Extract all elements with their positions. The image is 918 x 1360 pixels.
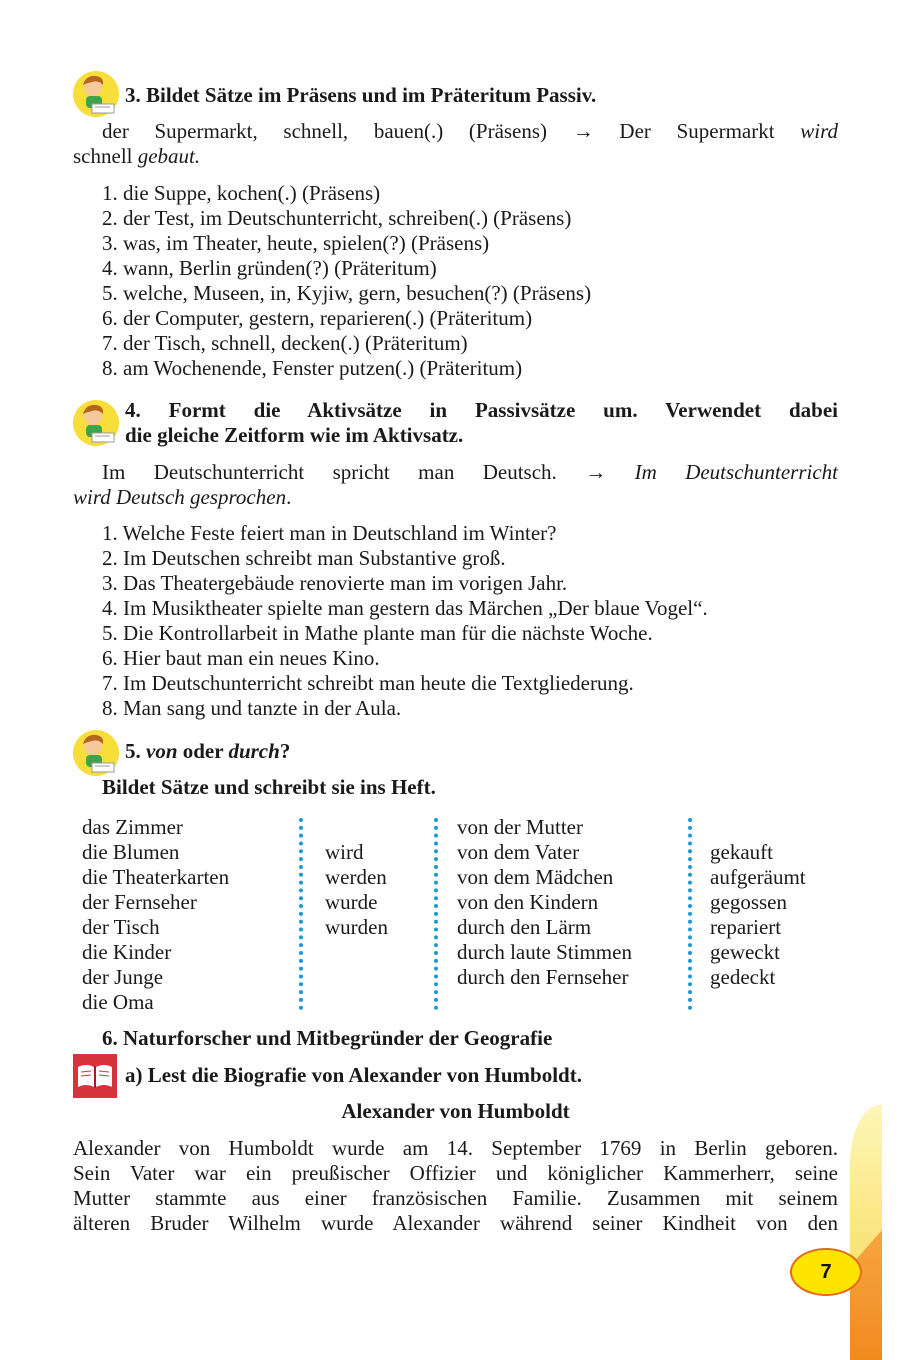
list-item: repariert <box>710 915 782 939</box>
list-item: 6. der Computer, gestern, reparieren(.) (Präteritum) <box>102 306 533 330</box>
column-divider <box>299 818 307 1010</box>
column-divider <box>434 818 442 1010</box>
list-item: durch laute Stimmen <box>457 940 632 964</box>
list-item: von dem Vater <box>457 840 580 864</box>
list-item: gegossen <box>710 890 787 914</box>
text-line: Alexander von Humboldt wurde am 14. September 1769 in Berlin geboren. <box>73 1136 838 1160</box>
list-item: der Tisch <box>82 915 160 939</box>
list-item: 4. wann, Berlin gründen(?) (Präteritum) <box>102 256 437 280</box>
exercise-3-list <box>102 181 591 381</box>
exercise-6a-title: a) Lest die Biografie von Alexander von Humboldt. <box>125 1063 582 1087</box>
list-item: wird <box>325 840 364 864</box>
column-divider <box>688 818 696 1010</box>
list-item: gekauft <box>710 840 773 864</box>
list-item: von der Mutter <box>457 815 583 839</box>
list-item: geweckt <box>710 940 780 964</box>
exercise-4-list <box>102 521 708 721</box>
list-item: die Theaterkarten <box>82 865 230 889</box>
text-line: Mutter stammte aus einer französischen Familie. Zusammen mit seinem <box>73 1186 838 1210</box>
word-column-verbs <box>325 840 388 940</box>
list-item: der Junge <box>82 965 164 989</box>
list-item: der Fernseher <box>82 890 197 914</box>
list-item: 7. der Tisch, schnell, decken(.) (Präteritum) <box>102 331 468 355</box>
list-item: 3. Das Theatergebäude renovierte man im vorigen Jahr. <box>102 571 568 595</box>
text-line: älteren Bruder Wilhelm wurde Alexander während seiner Kindheit von den <box>73 1211 838 1235</box>
exercise-3-example-line2: schnell gebaut. <box>73 144 201 168</box>
exercise-5-subtitle: Bildet Sätze und schreibt sie ins Heft. <box>102 775 436 799</box>
list-item: 5. welche, Museen, in, Kyjiw, gern, besuchen(?) (Präsens) <box>102 281 592 305</box>
list-item: durch den Lärm <box>457 915 592 939</box>
list-item: von dem Mädchen <box>457 865 614 889</box>
exercise-3-example-line1: der Supermarkt, schnell, bauen(.) (Präsens) → Der Supermarkt wird <box>102 119 838 143</box>
exercise-4-title-line2: die gleiche Zeitform wie im Aktivsatz. <box>125 423 464 447</box>
list-item: 2. der Test, im Deutschunterricht, schreiben(.) (Präsens) <box>102 206 572 230</box>
list-item: 8. Man sang und tanzte in der Aula. <box>102 696 402 720</box>
word-column-agents <box>457 815 632 990</box>
list-item: 2. Im Deutschen schreibt man Substantive groß. <box>102 546 506 570</box>
student-writing-icon <box>72 399 120 447</box>
list-item: 1. die Suppe, kochen(.) (Präsens) <box>102 181 381 205</box>
list-item: werden <box>325 865 387 889</box>
text-title: Alexander von Humboldt <box>341 1099 570 1123</box>
open-book-icon <box>73 1054 117 1098</box>
list-item: die Kinder <box>82 940 172 964</box>
list-item: 1. Welche Feste feiert man in Deutschland im Winter? <box>102 521 557 545</box>
list-item: 7. Im Deutschunterricht schreibt man heute die Textgliederung. <box>102 671 634 695</box>
list-item: gedeckt <box>710 965 776 989</box>
word-column-participles <box>710 840 806 990</box>
list-item: wurden <box>325 915 388 939</box>
list-item: aufgeräumt <box>710 865 806 889</box>
list-item: durch den Fernseher <box>457 965 629 989</box>
list-item: 3. was, im Theater, heute, spielen(?) (Präsens) <box>102 231 490 255</box>
page-number-badge: 7 <box>790 1248 862 1296</box>
list-item: das Zimmer <box>82 815 183 839</box>
exercise-6-title: 6. Naturforscher und Mitbegründer der Geografie <box>102 1026 553 1050</box>
text-line: Sein Vater war ein preußischer Offizier und königlicher Kammerherr, seine <box>73 1161 838 1185</box>
list-item: die Oma <box>82 990 154 1014</box>
word-column-subjects <box>82 815 229 1015</box>
list-item: von den Kindern <box>457 890 599 914</box>
exercise-5-title: 5. von oder durch? <box>125 739 291 763</box>
student-writing-icon <box>72 70 120 118</box>
list-item: 5. Die Kontrollarbeit in Mathe plante man für die nächste Woche. <box>102 621 653 645</box>
list-item: 6. Hier baut man ein neues Kino. <box>102 646 380 670</box>
list-item: 8. am Wochenende, Fenster putzen(.) (Präteritum) <box>102 356 523 380</box>
list-item: 4. Im Musiktheater spielte man gestern das Märchen „Der blaue Vogel“. <box>102 596 708 620</box>
student-writing-icon <box>72 729 120 777</box>
exercise-4-example-line1: Im Deutschunterricht spricht man Deutsch. → Im Deutschunterricht <box>102 460 838 484</box>
exercise-4-example-line2: wird Deutsch gesprochen. <box>73 485 292 509</box>
list-item: die Blumen <box>82 840 180 864</box>
list-item: wurde <box>325 890 378 914</box>
exercise-3-title: 3. Bildet Sätze im Präsens und im Präteritum Passiv. <box>125 83 597 107</box>
exercise-4-title-line1: 4. Formt die Aktivsätze in Passivsätze um. Verwendet dabei <box>125 398 838 422</box>
